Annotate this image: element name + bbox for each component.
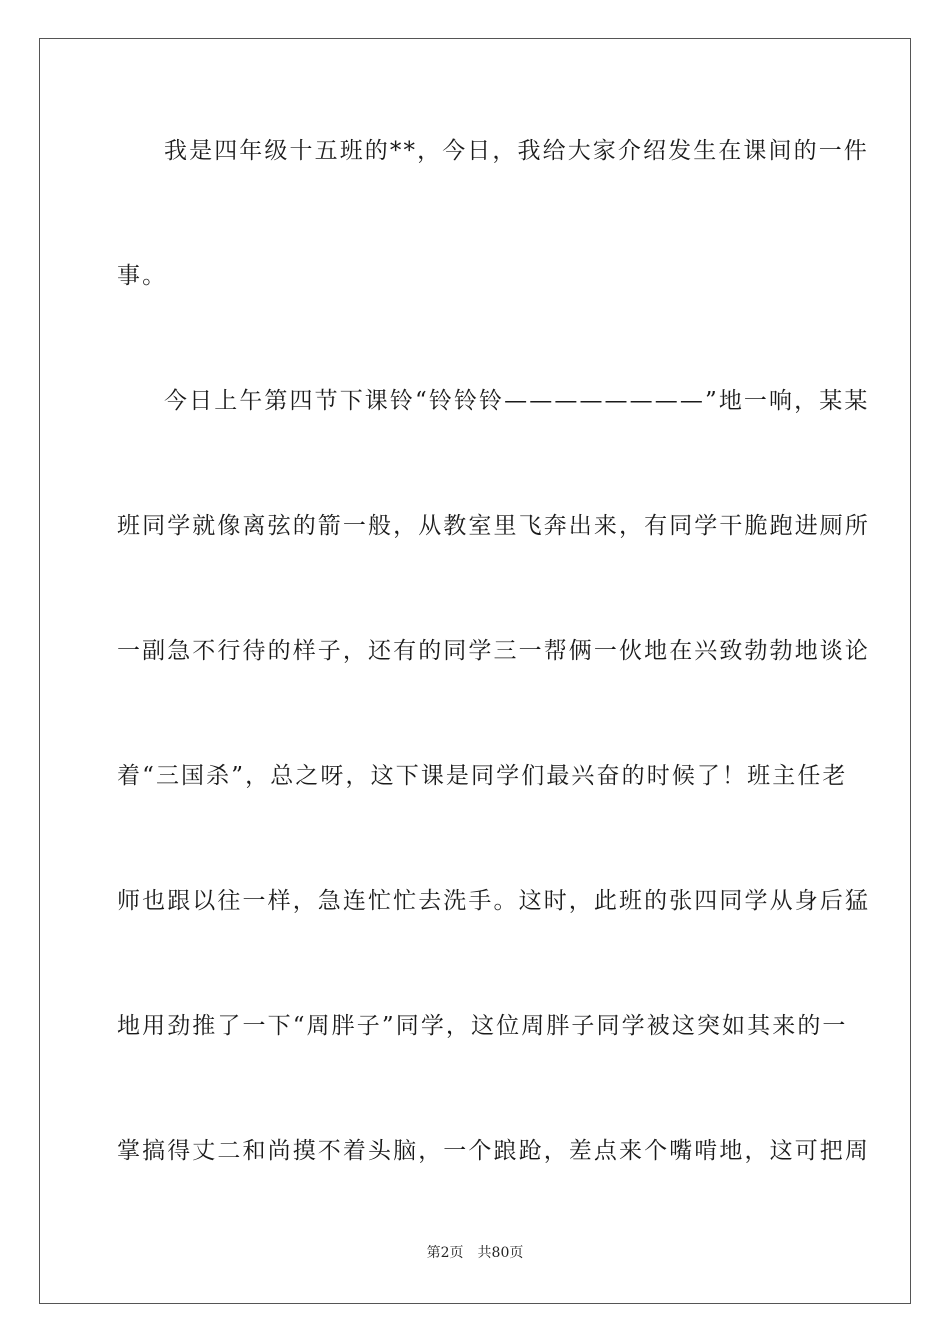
paragraph-2-line-4: 着“三国杀”，总之呀，这下课是同学们最兴奋的时候了！班主任老 [117,763,848,789]
paragraph-2-line-1: 今日上午第四节下课铃“铃铃铃————————”地一响，某某 [164,388,870,414]
page-frame [39,38,911,1304]
page-number-footer: 第2页 共80页 [426,1245,524,1261]
paragraph-1-line-1: 我是四年级十五班的**，今日，我给大家介绍发生在课间的一件 [164,138,869,164]
paragraph-2-line-5: 师也跟以往一样，急连忙忙去洗手。这时，此班的张四同学从身后猛 [117,888,870,914]
paragraph-2-line-3: 一副急不行待的样子，还有的同学三一帮俩一伙地在兴致勃勃地谈论 [117,638,870,664]
paragraph-2-line-7: 掌搞得丈二和尚摸不着头脑，一个踉跄，差点来个嘴啃地，这可把周 [117,1138,870,1164]
paragraph-2-line-2: 班同学就像离弦的箭一般，从教室里飞奔出来，有同学干脆跑进厕所 [117,513,870,539]
paragraph-2-line-6: 地用劲推了一下“周胖子”同学，这位周胖子同学被这突如其来的一 [117,1013,848,1039]
paragraph-1-line-2: 事。 [117,263,168,289]
